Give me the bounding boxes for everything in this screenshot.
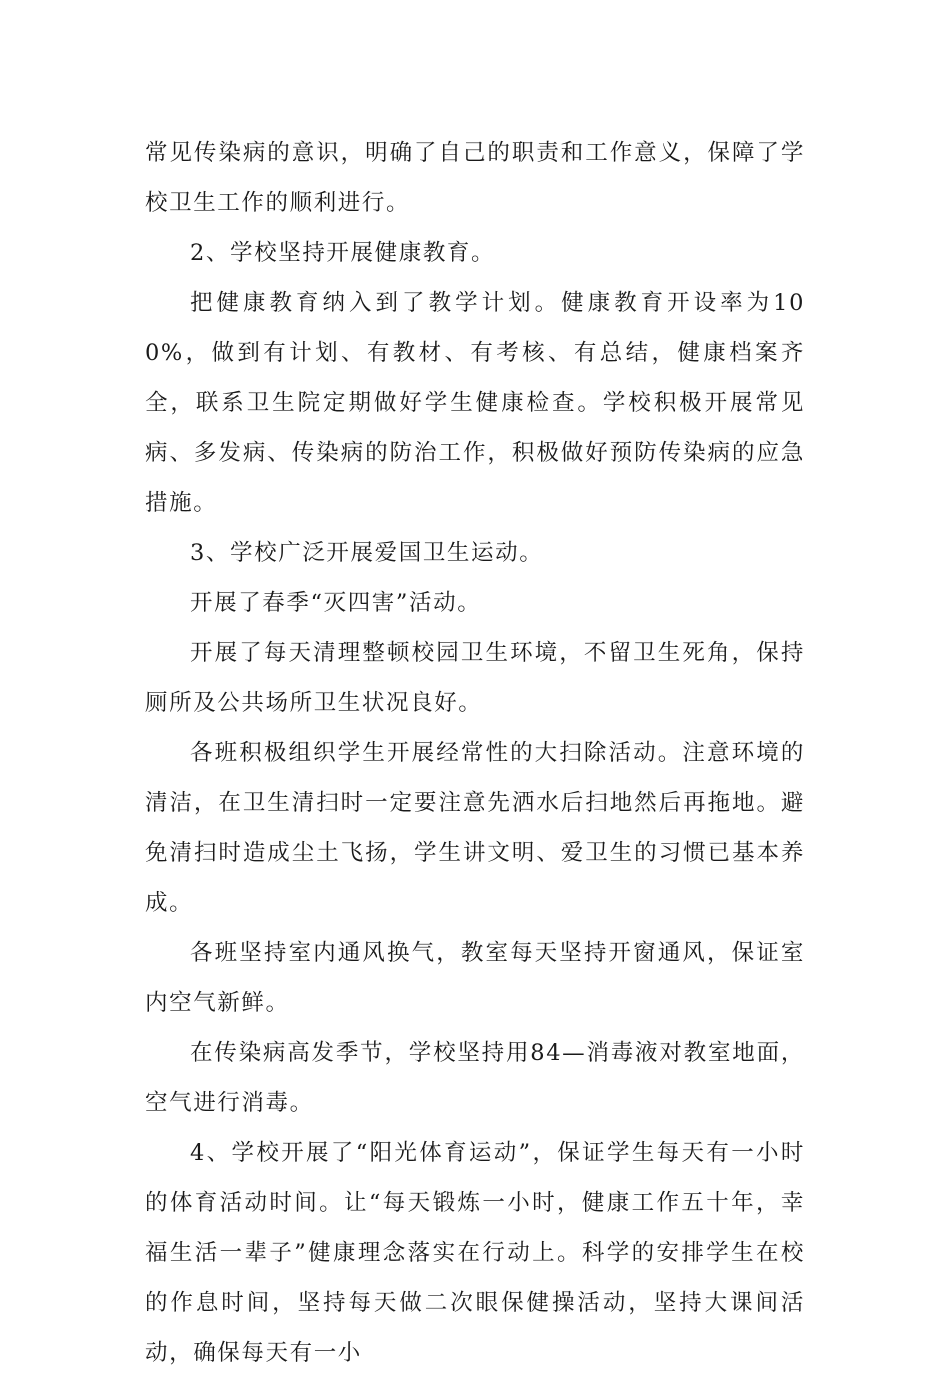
paragraph-four-pests: 开展了春季“灭四害”活动。 [190,590,482,616]
body-text [145,128,805,1378]
paragraph-continuation: 常见传染病的意识，明确了自己的职责和工作意义，保障了学校卫生工作的顺利进行。 [145,140,805,216]
heading-patriotic-hygiene: 3、学校广泛开展爱国卫生运动。 [190,540,544,566]
paragraph-class-cleaning: 各班积极组织学生开展经常性的大扫除活动。注意环境的清洁，在卫生清扫时一定要注意先洒水后扫地然后再拖地。避免清扫时造成尘土飞扬，学生讲文明、爱卫生的习惯已基本养成。 [145,740,805,916]
paragraph-ventilation: 各班坚持室内通风换气，教室每天坚持开窗通风，保证室内空气新鲜。 [145,940,805,1016]
paragraph-sunshine-sports: 4、学校开展了“阳光体育运动”，保证学生每天有一小时的体育活动时间。让“每天锻炼一小时，健康工作五十年，幸福生活一辈子”健康理念落实在行动上。科学的安排学生在校的作息时间，坚持每天做二次眼保健操活动，坚持大课间活动，确保每天有一小 [145,1140,805,1366]
heading-health-education: 2、学校坚持开展健康教育。 [190,240,496,266]
paragraph-disinfection: 在传染病高发季节，学校坚持用84—消毒液对教室地面，空气进行消毒。 [145,1040,805,1116]
paragraph-health-curriculum: 把健康教育纳入到了教学计划。健康教育开设率为100%，做到有计划、有教材、有考核、有总结，健康档案齐全，联系卫生院定期做好学生健康检查。学校积极开展常见病、多发病、传染病的防治工作，积极做好预防传染病的应急措施。 [145,290,805,516]
paragraph-campus-cleaning: 开展了每天清理整顿校园卫生环境，不留卫生死角，保持厕所及公共场所卫生状况良好。 [145,640,805,716]
